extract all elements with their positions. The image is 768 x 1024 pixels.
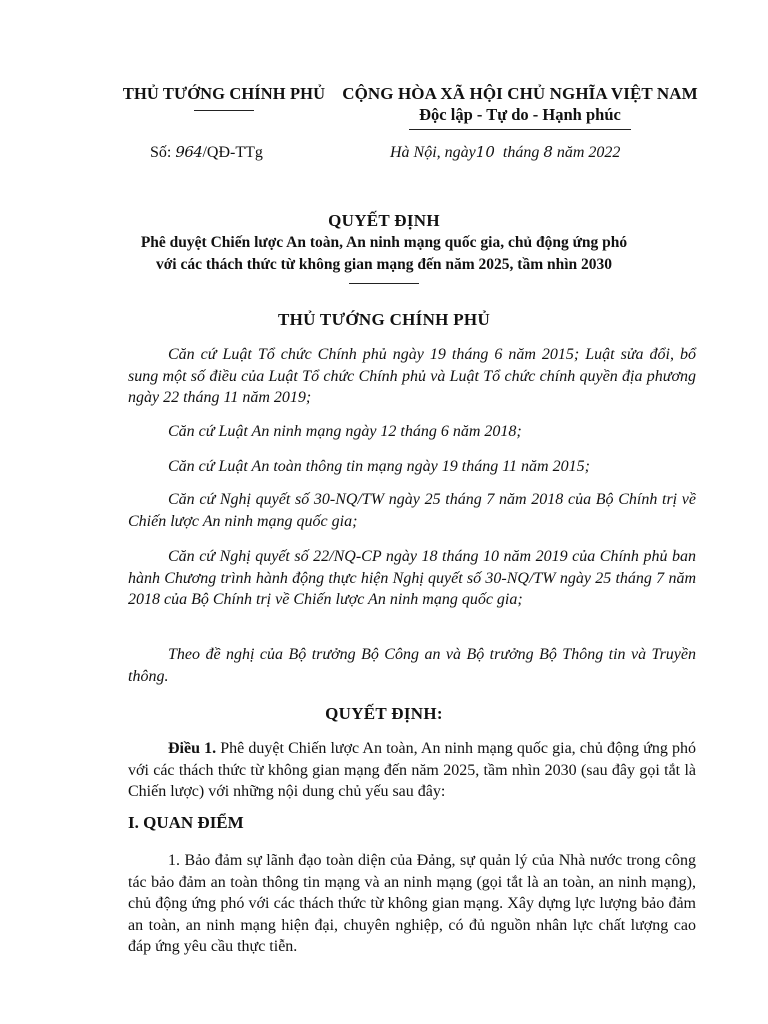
- document-number-handwritten: 964: [175, 143, 203, 161]
- year-label: năm 2022: [552, 144, 621, 161]
- decision-title-block: [80, 211, 688, 284]
- document-number-prefix: Số:: [150, 144, 176, 161]
- agency-name: THỦ TƯỚNG CHÍNH PHỦ: [122, 84, 326, 103]
- decides-heading: QUYẾT ĐỊNH:: [325, 704, 443, 723]
- title-underline: [349, 283, 419, 284]
- article-1-text: Phê duyệt Chiến lược An toàn, An ninh mạng quốc gia, chủ động ứng phó với các thách thức từ không gian mạng đến năm 2025, tầm nhìn 2030 (sau đây gọi tắt là Chiến lược) với những nội dung chủ yếu sau đây:: [128, 740, 696, 800]
- document-number-suffix: /QĐ-TTg: [202, 144, 263, 161]
- section-1-paragraph-1: 1. Bảo đảm sự lãnh đạo toàn diện của Đảng, sự quản lý của Nhà nước trong công tác bảo đảm an toàn thông tin mạng và an ninh mạng (gọi tắt là an toàn, an ninh mạng), chủ động ứng phó với các thách thức từ không gian mạng. Xây dựng lực lượng bảo đảm an toàn, an ninh mạng hiện đại, chuyên nghiệp, có đủ nguồn nhân lực chất lượng cao đáp ứng yêu cầu thực tiễn.: [128, 852, 696, 955]
- day-handwritten: 10: [475, 143, 495, 161]
- motto-underline: [409, 129, 631, 130]
- place-date-prefix: Hà Nội, ngày: [390, 144, 476, 161]
- legal-basis-1: Căn cứ Luật Tổ chức Chính phủ ngày 19 tháng 6 năm 2015; Luật sửa đổi, bổ sung một số điều của Luật Tổ chức Chính phủ và Luật Tổ chức chính quyền địa phương ngày 22 tháng 11 năm 2019;: [128, 346, 696, 406]
- decision-subtitle-line-1: Phê duyệt Chiến lược An toàn, An ninh mạng quốc gia, chủ động ứng phó: [140, 234, 628, 251]
- decision-subtitle-line-2: với các thách thức từ không gian mạng đến năm 2025, tầm nhìn 2030: [155, 256, 613, 273]
- section-1-heading: I. QUAN ĐIỂM: [128, 813, 244, 832]
- agency-block: [104, 84, 344, 111]
- document-number: [150, 143, 263, 162]
- agency-underline: [194, 110, 254, 111]
- legal-basis-5: Căn cứ Nghị quyết số 22/NQ-CP ngày 18 tháng 10 năm 2019 của Chính phủ ban hành Chương trình hành động thực hiện Nghị quyết số 30-NQ/TW ngày 25 tháng 7 năm 2018 của Bộ Chính trị về Chiến lược An ninh mạng quốc gia;: [128, 548, 696, 608]
- motto: Độc lập - Tự do - Hạnh phúc: [419, 105, 621, 124]
- decision-title: QUYẾT ĐỊNH: [328, 211, 440, 230]
- month-label: tháng: [494, 144, 544, 161]
- national-motto-block: [336, 84, 704, 130]
- republic-name: CỘNG HÒA XÃ HỘI CHỦ NGHĨA VIỆT NAM: [342, 84, 698, 103]
- article-1: [128, 738, 696, 803]
- proposal-basis: Theo đề nghị của Bộ trưởng Bộ Công an và Bộ trưởng Bộ Thông tin và Truyền thông.: [128, 646, 696, 685]
- legal-basis-3: Căn cứ Luật An toàn thông tin mạng ngày 19 tháng 11 năm 2015;: [168, 458, 590, 475]
- issuer-heading: THỦ TƯỚNG CHÍNH PHỦ: [277, 310, 491, 329]
- month-handwritten: 8: [543, 143, 553, 161]
- place-date: [390, 143, 620, 162]
- legal-basis-4: Căn cứ Nghị quyết số 30-NQ/TW ngày 25 tháng 7 năm 2018 của Bộ Chính trị về Chiến lược An ninh mạng quốc gia;: [128, 491, 696, 530]
- legal-basis-2: Căn cứ Luật An ninh mạng ngày 12 tháng 6 năm 2018;: [168, 423, 522, 440]
- article-1-label: Điều 1.: [168, 740, 217, 757]
